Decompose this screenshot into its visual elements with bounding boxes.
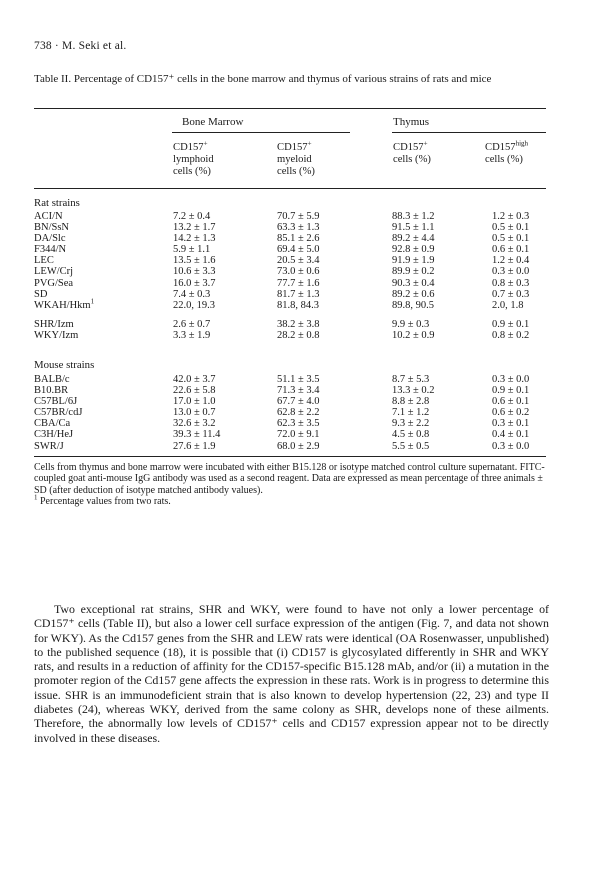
table-row: SWR/J 27.6 ± 1.9 68.0 ± 2.9 5.5 ± 0.5 0.3 ± 0.0 [34,440,530,452]
footnote-text: Cells from thymus and bone marrow were incubated with either B15.128 or isotype matched control culture supernatant. FITC-coupled goat anti-mouse IgG antibody was used as a second reagent. Data are expressed as mean percentage of three animals ± SD (after deduction of isotype matched antibody values). [34,462,545,496]
table-top-rule [34,108,546,109]
table-row: LEW/Crj 10.6 ± 3.3 73.0 ± 0.6 89.9 ± 0.2 0.3 ± 0.0 [34,266,530,278]
table-row: WKY/Izm 3.3 ± 1.9 28.2 ± 0.8 10.2 ± 0.9 0.8 ± 0.2 [34,330,530,342]
table-row: C57BL/6J 17.0 ± 1.0 67.7 ± 4.0 8.8 ± 2.8 0.6 ± 0.1 [34,396,530,408]
table-bottom-rule [34,456,546,457]
table-row: DA/Slc 14.2 ± 1.3 85.1 ± 2.6 89.2 ± 4.4 0.5 ± 0.1 [34,233,530,245]
column-header: $CD157^{high}$ cells (%) [485,139,529,165]
table-row: LEC 13.5 ± 1.6 20.5 ± 3.4 91.9 ± 1.9 1.2 ± 0.4 [34,255,530,267]
column-header: CD157+ myeloid cells (%) [277,139,315,177]
footnote-note: $^1$ Percentage values from two rats. [34,493,171,507]
table-row: WKAH/Hkm$^1$ 22.0, 19.3 81.8, 84.3 89.8, 90.5 2.0, 1.8 [34,297,524,311]
table-row: BALB/c 42.0 ± 3.7 51.1 ± 3.5 8.7 ± 5.3 0.3 ± 0.0 [34,374,530,385]
column-header: CD157+ lymphoid cells (%) [173,139,214,177]
mouse-rows [34,374,546,452]
body-paragraph: Two exceptional rat strains, SHR and WKY, were found to have not only a lower percentage of CD157⁺ cells (Table II), but also a lower cell surface expression of the antigen (Fig. 7, and data not shown for WKY). As the Cd157 genes from the SHR and LEW rats were identical (OA Rosenwasser, unpublished) to the published sequence (18), it is possible that (i) CD157 is glycosylated differently in SHR and WKY rats, and results in a reduction of affinity for the CD157-specific B15.128 mAb, and/or (ii) a mutation in the promoter region of the Cd157 gene affects the expression in these rats. Work is in progress to determine this issue. SHR is an immunodeficient strain that is also known to develop hypertension (22, 23) and type II diabetes (24), whereas WKY, derived from the same colony as SHR, develops none of these ailments. Therefore, the abnormally low levels of CD157⁺ cells and CD157 expression appear not to be directly involved in these diseases. [34,602,549,745]
bone-marrow-span-rule [172,132,350,133]
section-label-mouse: Mouse strains [34,359,95,371]
table-row: ACI/N 7.2 ± 0.4 70.7 ± 5.9 88.3 ± 1.2 1.2 ± 0.3 [34,211,530,222]
page-header: 738 · M. Seki et al. [34,40,127,52]
table-row: SHR/Izm 2.6 ± 0.7 38.2 ± 3.8 9.9 ± 0.3 0.9 ± 0.1 [34,319,530,330]
table-row: SD 7.4 ± 0.3 81.7 ± 1.3 89.2 ± 0.6 0.7 ± 0.3 [34,288,530,300]
table-row: F344/N 5.9 ± 1.1 69.4 ± 5.0 92.8 ± 0.9 0.6 ± 0.1 [34,244,530,256]
table-row: C3H/HeJ 39.3 ± 11.4 72.0 ± 9.1 4.5 ± 0.8 0.4 ± 0.1 [34,429,530,441]
table-row: C57BR/cdJ 13.0 ± 0.7 62.8 ± 2.2 7.1 ± 1.2 0.6 ± 0.2 [34,407,530,419]
table-caption: Table II. Percentage of CD157⁺ cells in the bone marrow and thymus of various strains of rats and mice [34,73,492,85]
section-label-rat: Rat strains [34,197,80,209]
table-row: PVG/Sea 16.0 ± 3.7 77.7 ± 1.6 90.3 ± 0.4 0.8 ± 0.3 [34,277,530,289]
group-thymus: Thymus [393,116,430,128]
rat-rows-b [34,319,546,341]
thymus-span-rule [392,132,546,133]
column-header: CD157+ cells (%) [393,139,431,165]
table-row: BN/SsN 13.2 ± 1.7 63.3 ± 1.3 91.5 ± 1.1 0.5 ± 0.1 [34,222,530,234]
table-row: CBA/Ca 32.6 ± 3.2 62.3 ± 3.5 9.3 ± 2.2 0.3 ± 0.1 [34,418,530,430]
table-row: B10.BR 22.6 ± 5.8 71.3 ± 3.4 13.3 ± 0.2 0.9 ± 0.1 [34,385,530,397]
table-header-rule [34,188,546,189]
table-footnote [34,462,546,507]
group-bone-marrow: Bone Marrow [182,116,244,128]
rat-rows-a [34,211,546,311]
